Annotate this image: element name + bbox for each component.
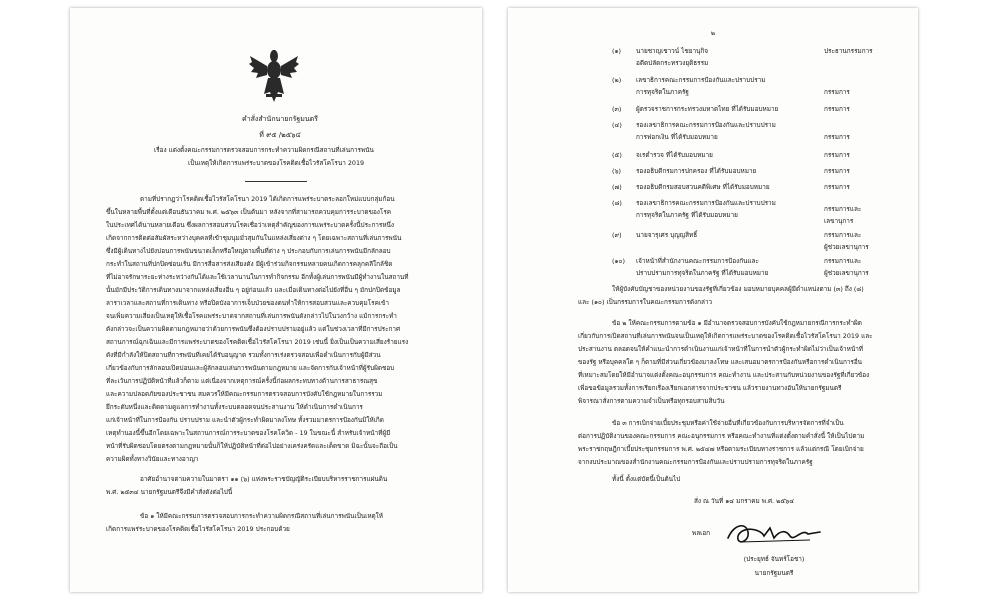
signer-rank: พลเอก (692, 529, 711, 537)
signer-name: (ประยุทธ์ จันทร์โอชา) (743, 555, 805, 563)
signer-title: นายกรัฐมนตรี (754, 569, 794, 577)
member-name: รองเลขาธิการคณะกรรมการป้องกันและปราบปราม (636, 121, 776, 129)
member-detail: การฟอกเงิน ที่ได้รับมอบหมาย (636, 133, 718, 141)
clause-1-line-1: ข้อ ๑ ให้มีคณะกรรมการตรวจสอบการกระทำความผิดกรณีสถานที่เล่นการพนันเป็นเหตุให้ (140, 512, 384, 520)
member-role: กรรมการ (824, 183, 850, 191)
body-line: ที่ไม่อาจรักษาระยะห่างระหว่างกันได้และใช้เวลานานในการทำกิจกรรม อีกทั้งผู้เล่นการพนันมีผู้ทำงานในสถานที่ (106, 273, 409, 281)
member-number: (๓) (612, 105, 622, 113)
member-detail: การทุจริตในภาครัฐ (636, 88, 689, 96)
member-role: กรรมการและ (824, 205, 862, 213)
member-number: (๙) (612, 231, 622, 239)
order-page-1 (70, 8, 482, 592)
authority-line-2: พ.ศ. ๒๕๓๔ นายกรัฐมนตรีจึงมีคำสั่งดังต่อไปนี้ (106, 488, 233, 496)
member-role: กรรมการ (824, 151, 850, 159)
member-role-2: เลขานุการ (824, 217, 854, 225)
clause-3-line: ต่อการปฏิบัติงานของคณะกรรมการ คณะอนุกรรมการ หรือคณะทำงานที่แต่งตั้งตามคำสั่งนี้ ให้เป็นไปตาม (578, 432, 865, 440)
issue-date: สั่ง ณ วันที่ ๑๔ มกราคม พ.ศ. ๒๕๖๔ (694, 497, 795, 505)
delegation-line-1: ให้ผู้บังคับบัญชาของหน่วยงานของรัฐที่เกี่ยวข้อง มอบหมายบุคคลผู้มีตำแหน่งตาม (๓) ถึง (๘) (612, 285, 864, 293)
subject-line-1: เรื่อง แต่งตั้งคณะกรรมการตรวจสอบการกระทำความผิดกรณีสถานที่เล่นการพนัน (154, 146, 374, 154)
effective-statement: ทั้งนี้ ตั้งแต่บัดนี้เป็นต้นไป (612, 475, 681, 483)
page-number: ๒ (710, 29, 716, 37)
member-name: จเรตำรวจ ที่ได้รับมอบหมาย (636, 151, 713, 159)
body-line: จนเพิ่มความเสี่ยงเป็นเหตุให้เชื้อโรคแพร่ระบาดจากสถานที่เล่นการพนันดังกล่าวไปในวงกว้าง แม้การกระทำ (106, 312, 397, 320)
order-page-2 (508, 8, 918, 592)
member-number: (๘) (612, 199, 622, 207)
member-name: เลขาธิการคณะกรรมการป้องกันและปราบปราม (636, 76, 766, 84)
clause-2-line: เกี่ยวกับการเปิดสถานที่เล่นการพนันจนเป็นเหตุให้เกิดการแพร่ระบาดของโรคติดเชื้อไวรัสโคโรนา 2019 และ (578, 332, 873, 340)
body-line: นั้นมักมีประวัติการเดินทางมาจากแหล่งเสี่ยงอื่น ๆ อยู่ก่อนแล้ว และเมื่อเดินทางต่อไปยังที่อื่น ๆ มักปกปิดข้อมูล (106, 286, 401, 294)
clause-2-line: ข้อ ๒ ให้คณะกรรมการตามข้อ ๑ มีอำนาจตรวจสอบการบังคับใช้กฎหมายกรณีการกระทำผิด (612, 319, 862, 327)
member-name: นายจารุเศร บุญญสิทธิ์ (636, 231, 698, 239)
member-number: (๑๐) (612, 257, 625, 265)
member-name: เจ้าหน้าที่สำนักงานคณะกรรมการป้องกันและ (636, 257, 759, 265)
member-name: รองเลขาธิการคณะกรรมการป้องกันและปราบปราม (636, 199, 776, 207)
member-number: (๔) (612, 121, 622, 129)
member-role: กรรมการ (824, 105, 850, 113)
body-line: และความปลอดภัยของประชาชน สมควรให้มีคณะกรรมการตรวจสอบการบังคับใช้กฎหมายในการรวม (106, 390, 383, 398)
member-number: (๗) (612, 183, 622, 191)
member-name: รองอธิบดีกรมสอบสวนคดีพิเศษ ที่ได้รับมอบหมาย (636, 183, 770, 191)
clause-2-line: พิจารณาสั่งการตามความจำเป็นหรือทุกรอบสามสิบวัน (578, 397, 725, 405)
body-line: เหตุทำนองนี้ขึ้นอีกโดยเฉพาะในสถานการณ์การระบาดของโรคโควิด - 19 ในขณะนี้ สำหรับเจ้าหน้าที่ผู้มี (106, 429, 391, 437)
member-detail: ปราบปรามการทุจริตในภาครัฐ ที่ได้รับมอบหมาย (636, 269, 769, 277)
member-role: กรรมการ (824, 88, 850, 96)
body-line: หน้าที่รับผิดชอบโดยตรงตามกฎหมายนั้นก็ให้ปฏิบัติหน้าที่ต่อไปอย่างเคร่งครัดและเด็ดขาด มิฉะนั้นจะถือเป็น (106, 442, 398, 450)
body-line: ซึ่งมีผู้เดินทางไปยังบ่อนการพนันขนาดเล็กหรือใหญ่ตามพื้นที่ต่าง ๆ ประกอบกับการเล่นการพนันมีกลักลอบ (106, 247, 391, 255)
member-role-2: ผู้ช่วยเลขานุการ (824, 243, 869, 251)
order-number: ที่ ๙๕ /๒๕๖๔ (259, 131, 301, 139)
member-number: (๕) (612, 151, 622, 159)
body-line: ในประเทศได้นานหลายเดือน ซึ่งผลการสอบสวนโรคเชื่อว่าเหตุสำคัญของการแพร่ระบาดครั้งนี้ประการหนึ่ง (106, 221, 395, 229)
clause-2-line: ของรัฐ หรือบุคคลใด ๆ ก็ตามที่มีส่วนเกี่ยวข้องมาลงโทษ และเสนอมาตรการป้องกันหรือการดำเนินการอื่น (578, 358, 863, 366)
body-line: กระทำในสถานที่ปกปิดซ่อนเร้น มีการสื่อสารส่งเสียงดัง มีผู้เข้าร่วมกิจกรรมหลายคนเกิดการคลุกคลีใกล้ชิด (106, 260, 393, 268)
body-line: ดังกล่าวจะเป็นความผิดตามกฎหมายว่าด้วยการพนันซึ่งต้องปราบปรามอยู่แล้ว แต่ในช่วงเวลาที่มีการประกาศ (106, 325, 401, 333)
clause-3-line: จากงบประมาณของสำนักงานคณะกรรมการป้องกันและปราบปรามการทุจริตในภาครัฐ (578, 458, 813, 466)
body-line: เกิดจากการติดต่อสัมผัสระหว่างบุคคลที่เข้าชุมนุมมั่วสุมกันในแหล่งเสี่ยงต่าง ๆ โดยเฉพาะสถานที่เล่นการพนัน (106, 234, 402, 242)
body-line: แก่เจ้าหน้าที่ในการป้องกัน ปราบปราม และนำตัวผู้กระทำผิดมาลงโทษ ทั้งรวมมาตรการป้องกันมิให้เกิด (106, 416, 384, 424)
body-line: ความผิดทั้งทางวินัยและทางอาญา (106, 455, 199, 463)
delegation-line-2: และ (๑๐) เป็นกรรมการในคณะกรรมการดังกล่าว (578, 298, 713, 306)
garuda-emblem-icon (248, 48, 300, 104)
body-line: ดังที่มีกำลังให้ปิดสถานที่การพนันที่เคยได้รับอนุญาต รวมทั้งการเร่งตรวจสอบเพื่อดำเนินการกับผู้มีส่วน (106, 351, 381, 359)
body-line: ลาราเวลาและสถานที่การเดินทาง หรือปิดบังอาการเจ็บป่วยของตนทำให้การสอบสวนและควบคุมโรคเข้า (106, 299, 389, 307)
clause-1-line-2: เกิดการแพร่ระบาดของโรคติดเชื้อไวรัสโคโรนา 2019 ประกอบด้วย (106, 525, 290, 533)
member-number: (๒) (612, 76, 622, 84)
clause-2-line: ประสานงาน ตลอดจนให้คำแนะนำการดำเนินงานแก่เจ้าหน้าที่ในการนำตัวผู้กระทำผิดไม่ว่าเป็นเจ้าหน้าที่ (578, 345, 864, 353)
member-detail: อดีตปลัดกระทรวงยุติธรรม (636, 59, 709, 67)
member-role: กรรมการ (824, 133, 850, 141)
subject-line-2: เป็นเหตุให้เกิดการแพร่ระบาดของโรคติดเชื้อไวรัสโคโรนา 2019 (188, 159, 365, 167)
signature-mark (720, 518, 830, 550)
body-line: ที่ละเว้นการปฏิบัติหน้าที่แล้วก็ตาม แต่เนื่องจากเหตุการณ์ครั้งนี้ก่อผลกระทบทางด้านการสาธารณสุข (106, 377, 378, 385)
clause-3-line: ข้อ ๓ การเบิกจ่ายเบี้ยประชุมหรือค่าใช้จ่ายอื่นที่เกี่ยวข้องกับการบริหารจัดการที่จำเป็น (612, 419, 844, 427)
member-detail: การทุจริตในภาครัฐ ที่ได้รับมอบหมาย (636, 211, 738, 219)
body-line: ยึกระดับหนึ่งและติดตามดูแลการทำงานทั้งระบบตลอดจนประสานงาน ให้ดำเนินการดำเนินการ (106, 403, 363, 411)
member-role: ประธานกรรมการ (824, 47, 873, 55)
member-name: รองอธิบดีกรมการปกครอง ที่ได้รับมอบหมาย (636, 167, 757, 175)
issuing-office: คำสั่งสำนักนายกรัฐมนตรี (242, 115, 318, 123)
authority-line-1: อาศัยอำนาจตามความในมาตรา ๑๑ (๖) แห่งพระราชบัญญัติระเบียบบริหารราชการแผ่นดิน (140, 475, 388, 483)
clause-3-line: พระราชกฤษฎีกาเบี้ยประชุมกรรมการ พ.ศ. ๒๕๔๗ หรือตามระเบียบทางราชการ แล้วแต่กรณี โดยเบิกจ่าย (578, 445, 864, 453)
member-role-2: ผู้ช่วยเลขานุการ (824, 269, 869, 277)
clause-2-line: เพื่อขอข้อมูลรวมทั้งการเรียกเรื่องเรียกเอกสารจากประชาชน แล้วรายงานทางอันให้นายกรัฐมนตรี (578, 384, 842, 392)
body-line: ตามที่ปรากฏว่าโรคติดเชื้อไวรัสโคโรนา 2019 ได้เกิดการแพร่ระบาดระลอกใหม่แบบกลุ่มก้อน (140, 195, 395, 203)
body-line: ขึ้นในหลายพื้นที่ตั้งแต่เดือนธันวาคม พ.ศ. ๒๕๖๓ เป็นต้นมา หลังจากที่สามารถควบคุมการระบาดของโรค (106, 208, 392, 216)
member-role: กรรมการ (824, 167, 850, 175)
clause-2-line: ที่เหมาะสมโดยให้มีอำนาจแต่งตั้งคณะอนุกรรมการ คณะทำงาน และประสานกับหน่วยงานของรัฐที่เกี่ยวข้อง (578, 371, 870, 379)
body-line: สถานการณ์ฉุกเฉินและมีการแพร่ระบาดของโรคติดเชื้อไวรัสโคโรนา 2019 เช่นนี้ ยิ่งเป็นเป็นความเสี่ยงร้ายแรง (106, 338, 409, 346)
member-role: กรรมการและ (824, 257, 862, 265)
body-line: เกี่ยวข้องกับการลักลอบเปิดบ่อนและผู้ลักลอบเล่นการพนันตามกฎหมาย และจัดการกับเจ้าหน้าที่ผู้รับผิดชอบ (106, 364, 395, 372)
member-number: (๖) (612, 167, 622, 175)
member-name: นายชาญเชาวน์ ไชยานุกิจ (636, 47, 709, 55)
divider-line (245, 181, 307, 182)
member-role: กรรมการและ (824, 231, 862, 239)
member-name: ผู้ตรวจราชการกระทรวงมหาดไทย ที่ได้รับมอบหมาย (636, 105, 779, 113)
member-number: (๑) (612, 47, 622, 55)
